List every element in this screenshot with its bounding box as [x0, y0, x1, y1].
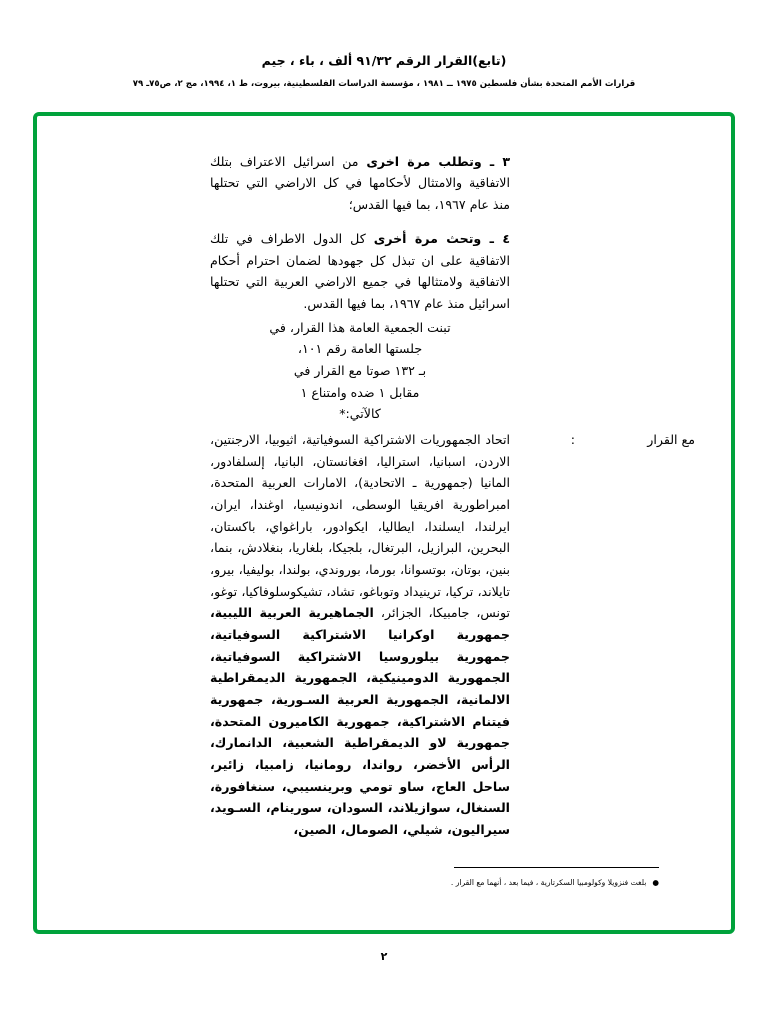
document-title: (تابع)القرار الرقم ٩١/٣٢ ألف ، باء ، جيم	[261, 53, 507, 68]
vote-summary-line-4: مقابل ١ ضده وامتناع ١	[300, 384, 420, 400]
footnote-text: بلغت فنزويلا وكولومبيا السكرتارية ، فيما بعد ، أنهما مع القرار .	[450, 877, 647, 887]
footnote	[199, 877, 659, 888]
voting-list-label: مع القرار	[647, 432, 695, 448]
vote-summary-block	[210, 317, 510, 425]
paragraph-3-text: من اسرائيل الاعتراف بتلك الاتفاقية والامتثال لأحكامها في كل الاراضي التي تحتلها منذ عام ١٩٦٧، بما فيها القدس؛	[210, 153, 510, 212]
paragraph-4-lead: ٤ ـ وتحث مرة أخرى	[373, 231, 510, 247]
document-content	[73, 138, 695, 912]
vote-summary-line-5: كالآتي:*	[339, 406, 381, 422]
voting-countries	[210, 429, 510, 840]
paragraph-4-text: كل الدول الاطراف في تلك الاتفاقية على ان تبذل كل جهودها لضمان احترام أحكام الاتفاقية ولامتثالها في جميع الاراضي العربية التي تحتلها اسرائيل منذ عام ١٩٦٧، بما فيها القدس.	[210, 231, 510, 312]
green-border-frame	[33, 112, 735, 934]
vote-summary-line-2: جلستها العامة رقم ١٠١،	[297, 341, 423, 357]
footnote-area	[199, 867, 659, 888]
footnote-bullet-icon: ●	[652, 877, 659, 887]
footnote-divider	[454, 867, 659, 868]
vote-summary-line-3: بـ ١٣٢ صوتا مع القرار في	[293, 363, 427, 379]
paragraph-3-lead: ٣ ـ وتطلب مرة اخرى	[366, 153, 510, 169]
paragraph-3	[210, 151, 510, 216]
body-column	[210, 151, 510, 315]
voting-list-colon: :	[570, 432, 575, 448]
document-source-line: قرارات الأمم المتحدة بشأن فلسطين ١٩٧٥ ــ ١٩٨١ ، مؤسسة الدراسات الفلسطينية، بيروت، ط ١، ١٩٩٤، مج ٢، ص٧٥ـ ٧٩	[132, 78, 636, 89]
document-header	[0, 52, 768, 90]
page-number: ٢	[380, 950, 388, 963]
voting-countries-regular: اتحاد الجمهوريات الاشتراكية السوفياتية، اثيوبيا، الارجنتين، الاردن، اسبانيا، استراليا، افغانستان، البانيا، إلسلفادور، المانيا (جمهورية ـ الاتحادية)، الامارات العربية المتحدة، امبراطورية افريقيا الوسطى، اندونيسيا، اوغندا، ايران، ايرلندا، ايسلندا، ايطاليا، ايكوادور، باراغواي، باكستان، البحرين، البرازيل، البرتغال، بلجيكا، بلغاريا، بنغلادش، بنما، بنين، بوتان، بوتسوانا، بورما، بوروندي، بولندا، بوليفيا، بيرو، تايلاند، تركيا، ترينيداد وتوباغو، تشاد، تشيكوسلوفاكيا، توغو، تونس، جامبيكا، الجزائر،	[210, 432, 510, 621]
vote-summary-line-1: تبنت الجمعية العامة هذا القرار، في	[269, 319, 451, 335]
voting-countries-bold: الجماهيرية العربية الليبية، جمهورية اوكرانيا الاشتراكية السوفياتية، جمهورية بيلوروسيا الاشتراكية السوفياتية، الجمهورية الدومينيكية، الجمهورية الديمقراطية الالمانية، الجمهورية العربية السـورية، جمهورية فيتنام الاشتراكية، جمهورية الكاميرون المتحدة، جمهورية لاو الديمقراطية الشعبية، الدانمارك، الرأس الأخضر، رواندا، رومانيا، زامبيا، زائير، ساحل العاج، ساو تومي وبرينسيبي، سنغافورة، السنغال، سوازيلاند، السودان، سورينام، السـويد، سيراليون، شيلي، الصومال، الصين،	[210, 605, 510, 837]
voting-list-block	[73, 429, 695, 840]
paragraph-4	[210, 228, 510, 315]
